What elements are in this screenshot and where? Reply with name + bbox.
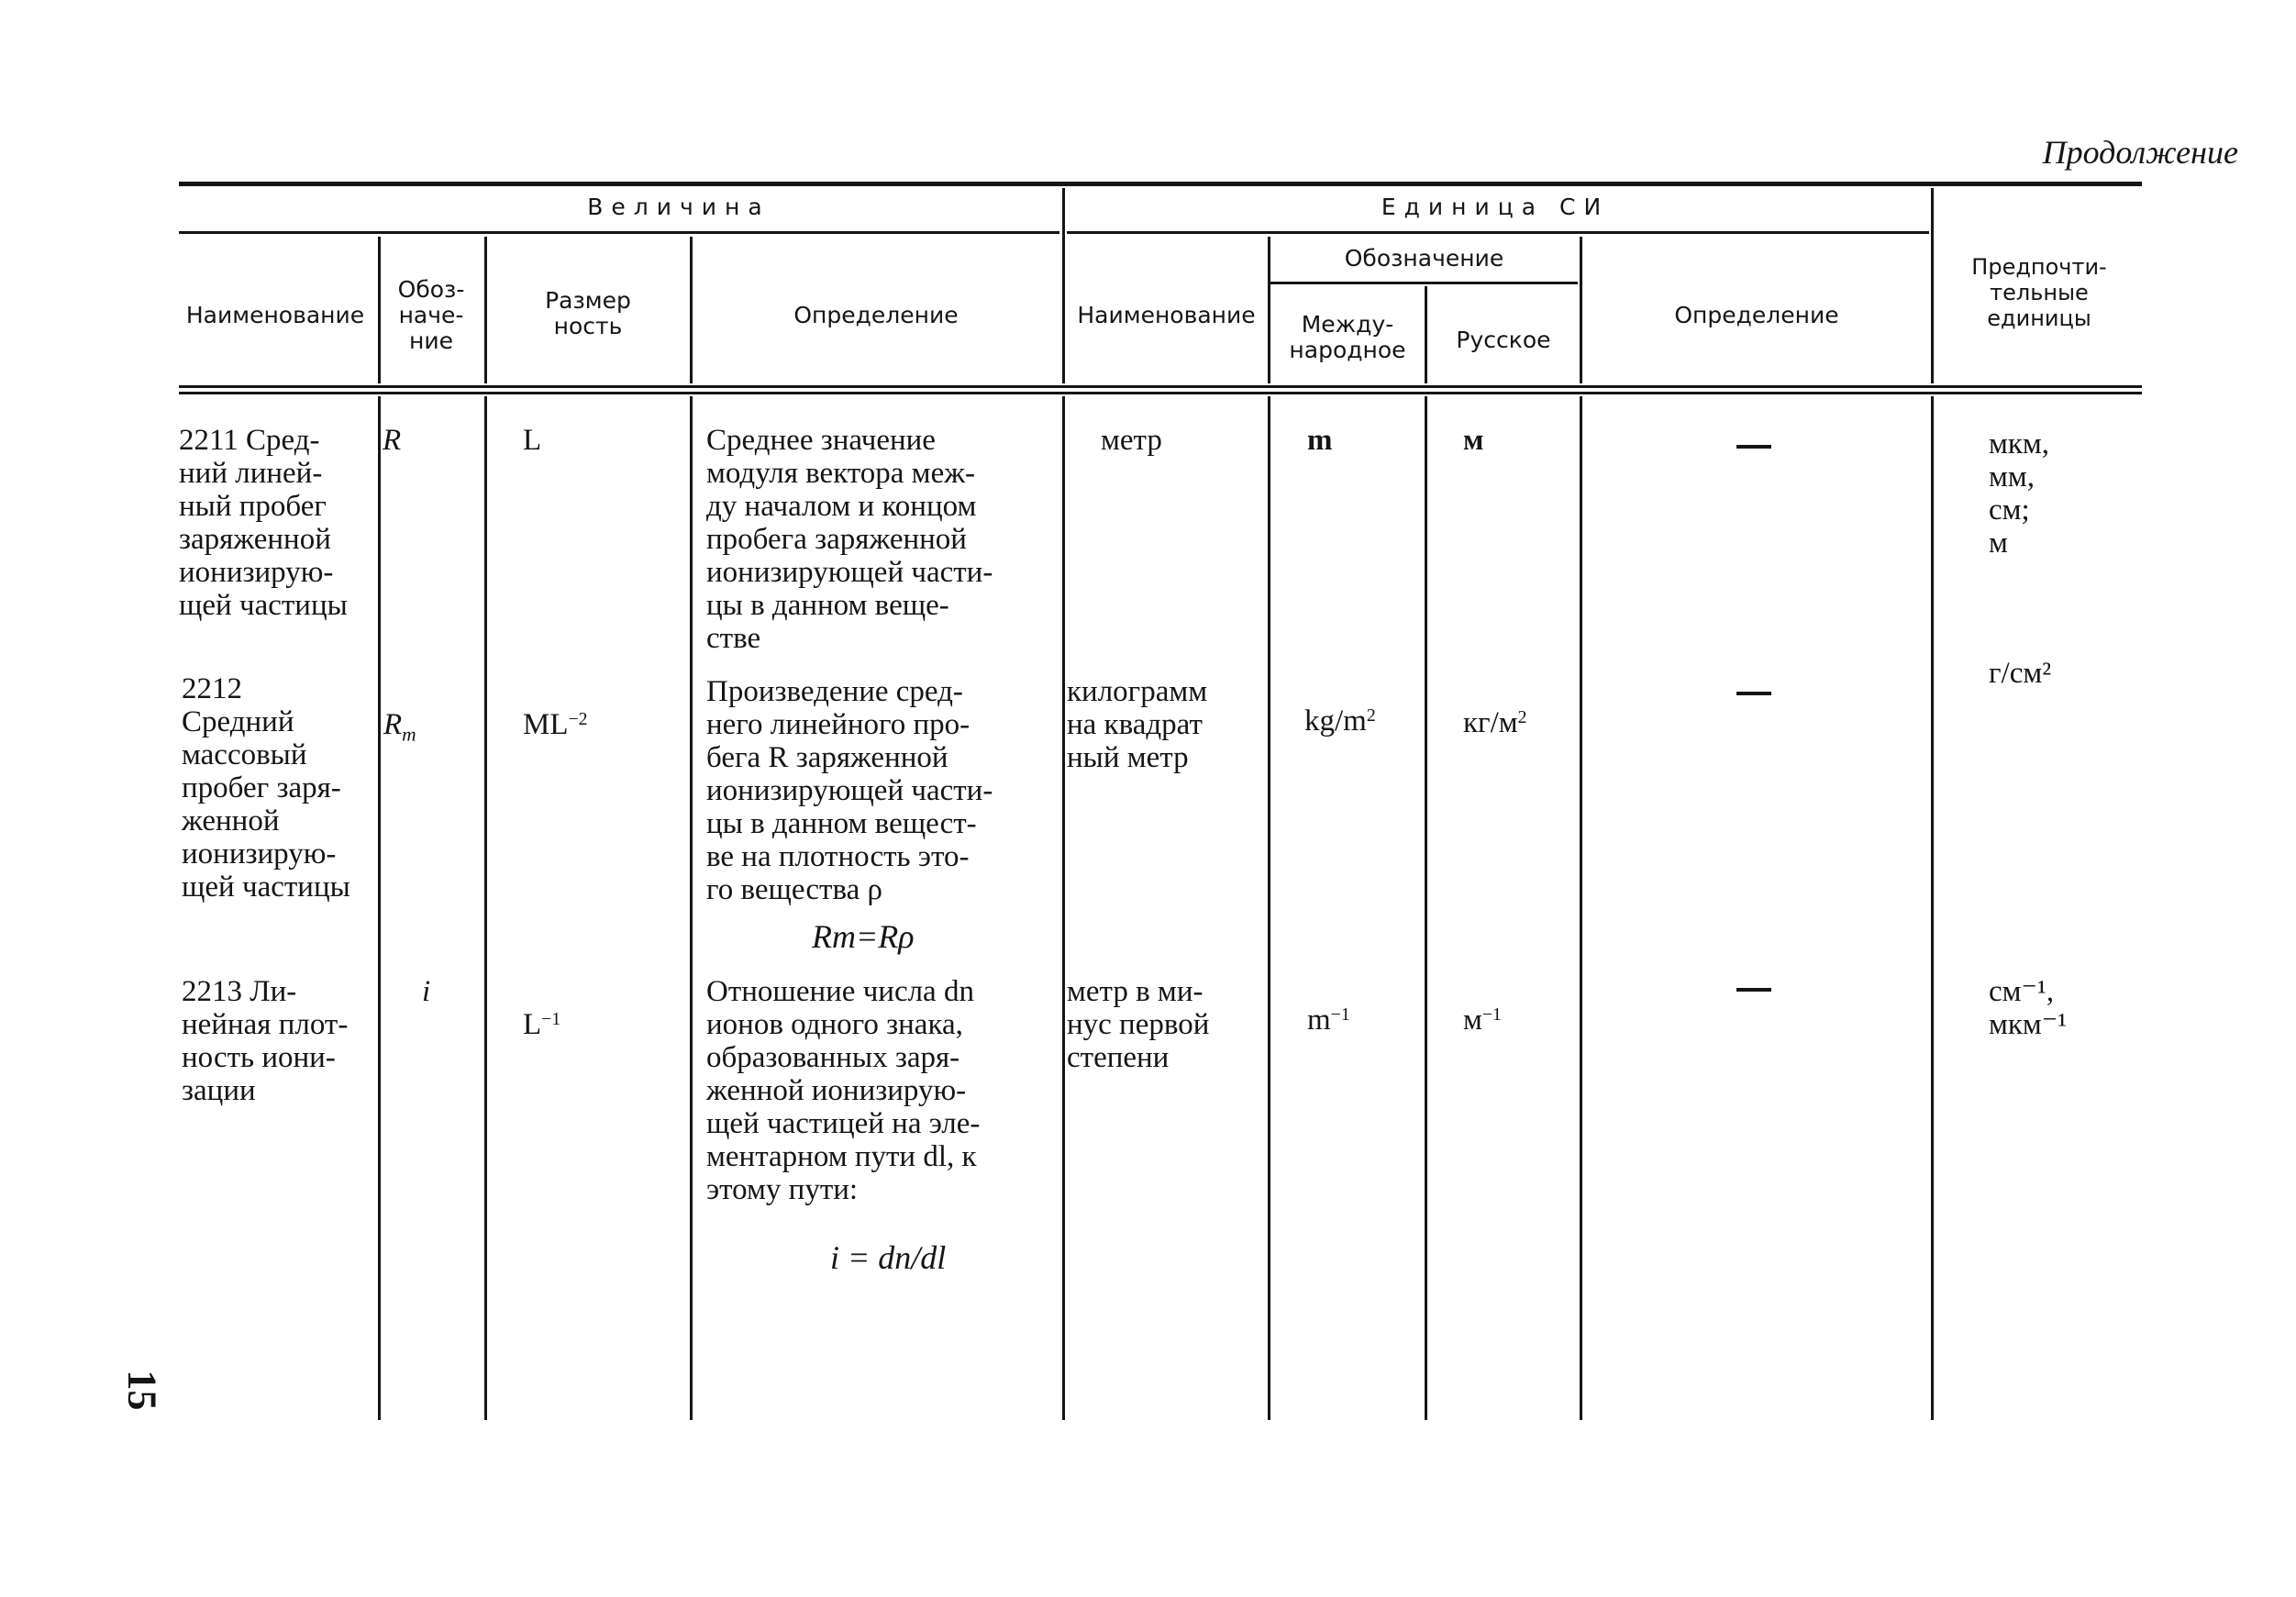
row2-dimension-base: ML <box>523 708 569 741</box>
row3-dimension-exp: −1 <box>541 1009 561 1029</box>
row3-definition: Отношение числа dn ионов одного знака, образованных заря- женной ионизирую- щей частицей на эле- ментарном пути dl, к этому пути: <box>706 975 981 1206</box>
row2-dimension-exp: −2 <box>568 709 588 729</box>
header-definition: Определение <box>793 302 959 328</box>
group-underline-si <box>1067 231 1929 234</box>
row3-preferred: см⁻¹, мкм⁻¹ <box>1989 975 2068 1041</box>
row3-international-base: m <box>1307 1004 1331 1037</box>
row1-dimension: L <box>523 424 542 457</box>
group-underline-quantity <box>179 231 1059 234</box>
vline-b-3 <box>690 396 693 1420</box>
vline-b-5 <box>1268 396 1270 1420</box>
header-group-si-unit: Единица СИ <box>1381 194 1610 220</box>
page-number: 15 <box>119 1370 165 1411</box>
row1-name: 2211 Сред- ний линей- ный пробег заряженной ионизирую- щей частицы <box>179 424 348 622</box>
vline-b-2 <box>484 396 487 1420</box>
row2-dimension <box>523 675 588 741</box>
header-group-quantity: Величина <box>587 194 771 220</box>
row3-russian <box>1463 970 1502 1037</box>
row2-international <box>1304 671 1376 738</box>
row3-international <box>1307 970 1350 1037</box>
row2-symbol-base: R <box>383 708 403 741</box>
row2-russian-exp: 2 <box>1517 707 1527 727</box>
continuation-label: Продолжение <box>2042 134 2238 171</box>
row3-unit-name: метр в ми- нус первой степени <box>1067 975 1210 1074</box>
row1-international: m <box>1307 424 1333 457</box>
header-designation: Обозначение <box>1344 245 1504 272</box>
row2-unit-name: килограмм на квадрат ный метр <box>1067 675 1208 774</box>
row1-preferred: мкм, мм, см; м <box>1989 427 2050 560</box>
row1-definition: Среднее значение модуля вектора меж- ду началом и концом пробега заряженной ионизирующей части- цы в данном веще- стве <box>706 424 993 655</box>
row3-dimension-base: L <box>523 1008 542 1041</box>
header-international: Между- народное <box>1289 311 1406 363</box>
row1-unit-definition-dash <box>1736 445 1771 449</box>
row3-russian-exp: −1 <box>1481 1004 1502 1025</box>
row3-dimension <box>523 975 560 1041</box>
row3-unit-definition-dash <box>1736 988 1771 992</box>
row3-formula: i = dn/dl <box>830 1239 947 1276</box>
header-russian: Русское <box>1456 327 1551 353</box>
vline-b-1 <box>378 396 381 1420</box>
row1-unit-name: метр <box>1101 424 1162 457</box>
row2-international-base: kg/m <box>1304 704 1367 738</box>
designation-underline <box>1270 282 1578 284</box>
vline-h-4 <box>1062 188 1065 383</box>
row2-name: 2212 Средний массовый пробег заря- женной ионизирую- щей частицы <box>182 672 350 904</box>
row3-name: 2213 Ли- нейная плот- ность иони- зации <box>182 975 349 1107</box>
row2-preferred: г/см² <box>1989 657 2052 690</box>
header-unit-name: Наименование <box>1077 302 1256 328</box>
row3-international-exp: −1 <box>1330 1004 1350 1025</box>
row1-symbol: R <box>383 424 402 457</box>
header-bottom-rule-2 <box>179 392 2142 394</box>
header-bottom-rule-1 <box>179 385 2142 388</box>
row2-russian-base: кг/м <box>1463 706 1518 739</box>
top-rule <box>179 182 2142 186</box>
header-name: Наименование <box>185 302 365 328</box>
vline-b-7 <box>1580 396 1582 1420</box>
vline-b-8 <box>1931 396 1934 1420</box>
header-symbol: Обоз- наче- ние <box>397 276 465 354</box>
row1-russian: м <box>1463 424 1484 457</box>
row2-definition: Произведение сред- него линейного про- бега R заряженной ионизирующей части- цы в данном вещест- ве на плотность это- го вещества ρ <box>706 675 993 906</box>
header-preferred: Предпочти- тельные единицы <box>1971 254 2107 331</box>
vline-b-6 <box>1425 396 1427 1420</box>
header-unit-definition: Определение <box>1674 302 1839 328</box>
row2-russian <box>1463 673 1527 739</box>
header-dimension: Размер ность <box>545 287 631 339</box>
vline-b-4 <box>1062 396 1065 1420</box>
row2-symbol-sub: m <box>402 723 416 746</box>
row2-symbol <box>383 675 416 751</box>
row2-unit-definition-dash <box>1736 692 1771 695</box>
row3-russian-base: м <box>1463 1004 1482 1037</box>
row3-symbol: i <box>422 975 431 1008</box>
row2-formula: Rm=Rρ <box>812 918 915 955</box>
row2-international-exp: 2 <box>1366 705 1376 726</box>
